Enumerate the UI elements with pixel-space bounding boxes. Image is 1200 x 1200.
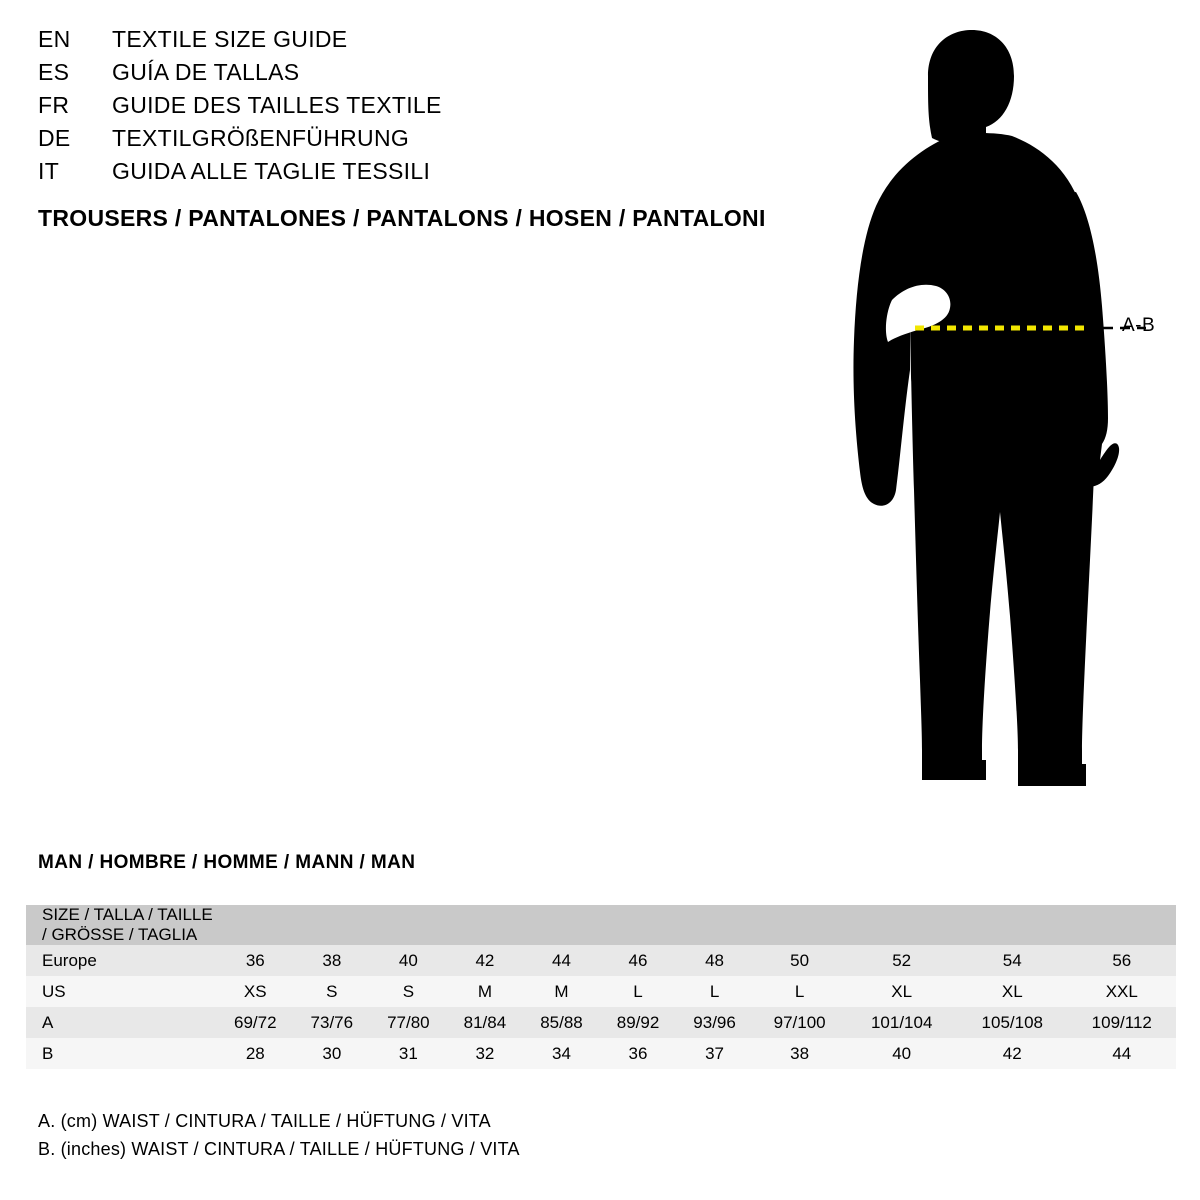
table-cell: 36 — [217, 945, 294, 976]
language-code-fr: FR — [38, 92, 70, 118]
table-cell: M — [447, 976, 524, 1007]
table-cell: S — [294, 976, 371, 1007]
table-header-spacer — [600, 905, 677, 945]
table-cell: 85/88 — [523, 1007, 600, 1038]
language-row — [38, 28, 798, 51]
table-row — [26, 1038, 1176, 1069]
table-header-spacer — [217, 905, 294, 945]
table-header-spacer — [294, 905, 371, 945]
table-cell: 28 — [217, 1038, 294, 1069]
footnote-b: B. (inches) WAIST / CINTURA / TAILLE / HÜFTUNG / VITA — [38, 1138, 520, 1159]
language-code-it: IT — [38, 158, 60, 184]
table-header-spacer — [676, 905, 753, 945]
man-silhouette-icon — [800, 20, 1200, 810]
footnote-a: A. (cm) WAIST / CINTURA / TAILLE / HÜFTUNG / VITA — [38, 1111, 491, 1131]
table-cell: 44 — [523, 945, 600, 976]
language-text-fr: GUIDE DES TAILLES TEXTILE — [112, 92, 442, 118]
table-cell: 77/80 — [370, 1007, 447, 1038]
table-cell: 34 — [523, 1038, 600, 1069]
table-cell: 105/108 — [957, 1007, 1068, 1038]
language-code-es: ES — [38, 59, 70, 85]
table-header-label: SIZE / TALLA / TAILLE / GRÖSSE / TAGLIA — [26, 905, 217, 945]
table-row — [26, 976, 1176, 1007]
table-cell: 50 — [753, 945, 847, 976]
table-cell: XS — [217, 976, 294, 1007]
measure-label-ab: A-B — [1122, 315, 1156, 336]
language-row — [38, 127, 798, 150]
table-cell: 38 — [753, 1038, 847, 1069]
table-cell: 73/76 — [294, 1007, 371, 1038]
table-row — [26, 1007, 1176, 1038]
table-header-spacer — [1068, 905, 1176, 945]
language-row — [38, 160, 798, 183]
table-header-spacer — [753, 905, 847, 945]
section-title: TROUSERS / PANTALONES / PANTALONS / HOSEN / PANTALONI — [38, 205, 766, 231]
row-label-us: US — [26, 976, 217, 1007]
table-cell: XXL — [1068, 976, 1176, 1007]
table-cell: 40 — [846, 1038, 957, 1069]
language-text-es: GUÍA DE TALLAS — [112, 59, 300, 85]
table-cell: 54 — [957, 945, 1068, 976]
table-cell: L — [600, 976, 677, 1007]
table-cell: 40 — [370, 945, 447, 976]
table-cell: 93/96 — [676, 1007, 753, 1038]
language-text-it: GUIDA ALLE TAGLIE TESSILI — [112, 158, 431, 184]
language-code-de: DE — [38, 125, 71, 151]
table-cell: L — [753, 976, 847, 1007]
table-cell: 36 — [600, 1038, 677, 1069]
size-table — [26, 905, 1176, 1069]
table-cell: 101/104 — [846, 1007, 957, 1038]
table-header-spacer — [447, 905, 524, 945]
table-row — [26, 945, 1176, 976]
table-cell: XL — [846, 976, 957, 1007]
table-header-spacer — [523, 905, 600, 945]
table-cell: 37 — [676, 1038, 753, 1069]
figure-illustration — [800, 20, 1200, 810]
table-cell: 42 — [447, 945, 524, 976]
language-text-en: TEXTILE SIZE GUIDE — [112, 26, 348, 52]
table-cell: 44 — [1068, 1038, 1176, 1069]
table-cell: 32 — [447, 1038, 524, 1069]
table-cell: M — [523, 976, 600, 1007]
table-cell: 31 — [370, 1038, 447, 1069]
table-group-heading: MAN / HOMBRE / HOMME / MANN / MAN — [38, 852, 416, 873]
table-cell: 97/100 — [753, 1007, 847, 1038]
table-cell: 46 — [600, 945, 677, 976]
table-header-spacer — [846, 905, 957, 945]
table-cell: S — [370, 976, 447, 1007]
table-cell: 30 — [294, 1038, 371, 1069]
table-cell: 48 — [676, 945, 753, 976]
table-cell: 89/92 — [600, 1007, 677, 1038]
table-cell: 56 — [1068, 945, 1176, 976]
table-cell: 52 — [846, 945, 957, 976]
language-code-en: EN — [38, 26, 71, 52]
table-header-spacer — [957, 905, 1068, 945]
table-header-row — [26, 905, 1176, 945]
table-header-spacer — [370, 905, 447, 945]
language-header-block — [38, 28, 798, 232]
table-cell: 109/112 — [1068, 1007, 1176, 1038]
footnotes — [38, 1108, 520, 1164]
table-cell: L — [676, 976, 753, 1007]
table-cell: 38 — [294, 945, 371, 976]
table-cell: 42 — [957, 1038, 1068, 1069]
row-label-a: A — [26, 1007, 217, 1038]
row-label-b: B — [26, 1038, 217, 1069]
row-label-europe: Europe — [26, 945, 217, 976]
language-text-de: TEXTILGRÖßENFÜHRUNG — [112, 125, 410, 151]
table-cell: 69/72 — [217, 1007, 294, 1038]
table-cell: 81/84 — [447, 1007, 524, 1038]
language-row — [38, 61, 798, 84]
language-row — [38, 94, 798, 117]
table-cell: XL — [957, 976, 1068, 1007]
